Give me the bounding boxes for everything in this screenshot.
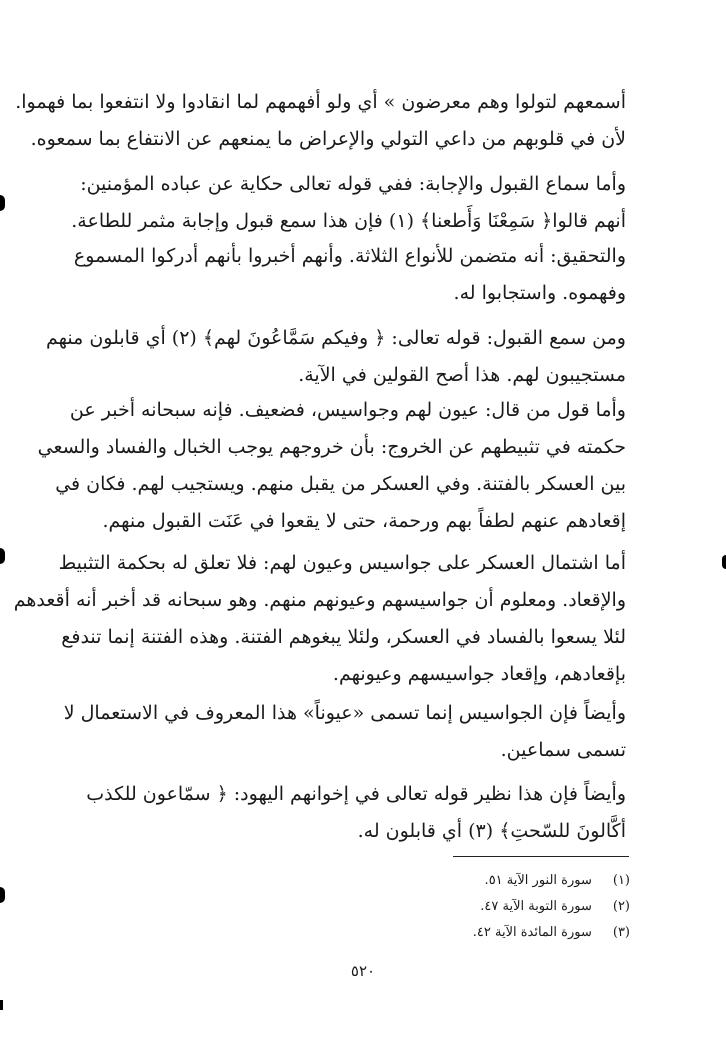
text-line: وأيضاً فإن الجواسيس إنما تسمى «عيوناً» هذا المعروف في الاستعمال لا [63, 702, 626, 724]
scan-edge-mark [722, 555, 726, 569]
text-line: أكَّالونَ للسّحتِ﴾ (٣) أي قابلون له. [357, 820, 626, 842]
footnote-number: (١) [612, 873, 630, 888]
footnote-divider [453, 856, 629, 857]
text-line: وأيضاً فإن هذا نظير قوله تعالى في إخوانهم اليهود: ﴿ سمّاعون للكذب [86, 783, 626, 805]
footnote-text: سورة المائدة الآية ٤٢. [472, 925, 592, 940]
scan-edge-mark [0, 548, 5, 564]
paragraph [73, 238, 626, 312]
text-line: والتحقيق: أنه متضمن للأنواع الثلاثة. وأنهم أخبروا بأنهم أدركوا المسموع [73, 245, 626, 267]
text-line: حكمته في تثبيطهم عن الخروج: بأن خروجهم يوجب الخبال والفساد والسعي [37, 436, 626, 458]
paragraph [15, 84, 626, 158]
footnote-item [380, 920, 630, 946]
footnotes [380, 868, 630, 946]
paragraph [45, 320, 626, 394]
text-line: لأن في قلوبهم من داعي التولي والإعراض ما يمنعهم عن الانتفاع بما سمعوه. [30, 128, 626, 150]
text-line: أسمعهم لتولوا وهم معرضون » أي ولو أفهمهم لما انقادوا ولا انتفعوا بما فهموا. [15, 91, 626, 113]
footnote-number: (٢) [612, 899, 630, 914]
text-line: والإقعاد. ومعلوم أن جواسيسهم وعيونهم منهم. وهو سبحانه قد أخبر أنه أقعدهم [13, 589, 626, 611]
scan-edge-mark [0, 887, 5, 903]
footnote-item [380, 894, 630, 920]
text-line: تسمى سماعين. [500, 739, 626, 761]
text-line: أنهم قالوا﴿ سَمِعْنَا وَأَطعنا﴾ (١) فإن هذا سمع قبول وإجابة مثمر للطاعة. [71, 210, 626, 232]
paragraph [86, 776, 626, 850]
text-line: وفهموه. واستجابوا له. [453, 282, 626, 304]
text-line: بين العسكر بالفتنة. وفي العسكر من يقبل منهم. ويستجيب لهم. فكان في [55, 473, 626, 495]
text-line: إقعادهم عنهم لطفاً بهم ورحمة، حتى لا يقعوا في عَنَت القبول منهم. [102, 510, 626, 532]
footnote-text: سورة النور الآية ٥١. [484, 873, 592, 888]
scan-edge-mark [0, 195, 5, 211]
footnote-text: سورة التوبة الآية ٤٧. [480, 899, 592, 914]
text-line: وأما قول من قال: عيون لهم وجواسيس، فضعيف. فإنه سبحانه أخبر عن [69, 399, 626, 421]
text-line: لئلا يسعوا بالفساد في العسكر، ولئلا يبغوهم الفتنة. وهذه الفتنة إنما تندفع [61, 626, 626, 648]
scan-edge-mark [0, 1000, 3, 1010]
text-line: ومن سمع القبول: قوله تعالى: ﴿ وفيكم سَمَّاعُونَ لهم﴾ (٢) أي قابلون منهم [45, 327, 626, 349]
paragraph [71, 166, 626, 240]
page-number: ٥٢٠ [350, 962, 376, 980]
paragraph [63, 695, 626, 769]
footnote-number: (٣) [612, 925, 630, 940]
text-line: بإقعادهم، وإقعاد جواسيسهم وعيونهم. [332, 663, 626, 685]
text-line: وأما سماع القبول والإجابة: ففي قوله تعالى حكاية عن عباده المؤمنين: [80, 173, 626, 195]
text-line: مستجيبون لهم. هذا أصح القولين في الآية. [298, 364, 626, 386]
footnote-item [380, 868, 630, 894]
paragraph [13, 545, 626, 693]
text-line: أما اشتمال العسكر على جواسيس وعيون لهم: فلا تعلق له بحكمة التثبيط [58, 552, 626, 574]
paragraph [37, 392, 626, 540]
